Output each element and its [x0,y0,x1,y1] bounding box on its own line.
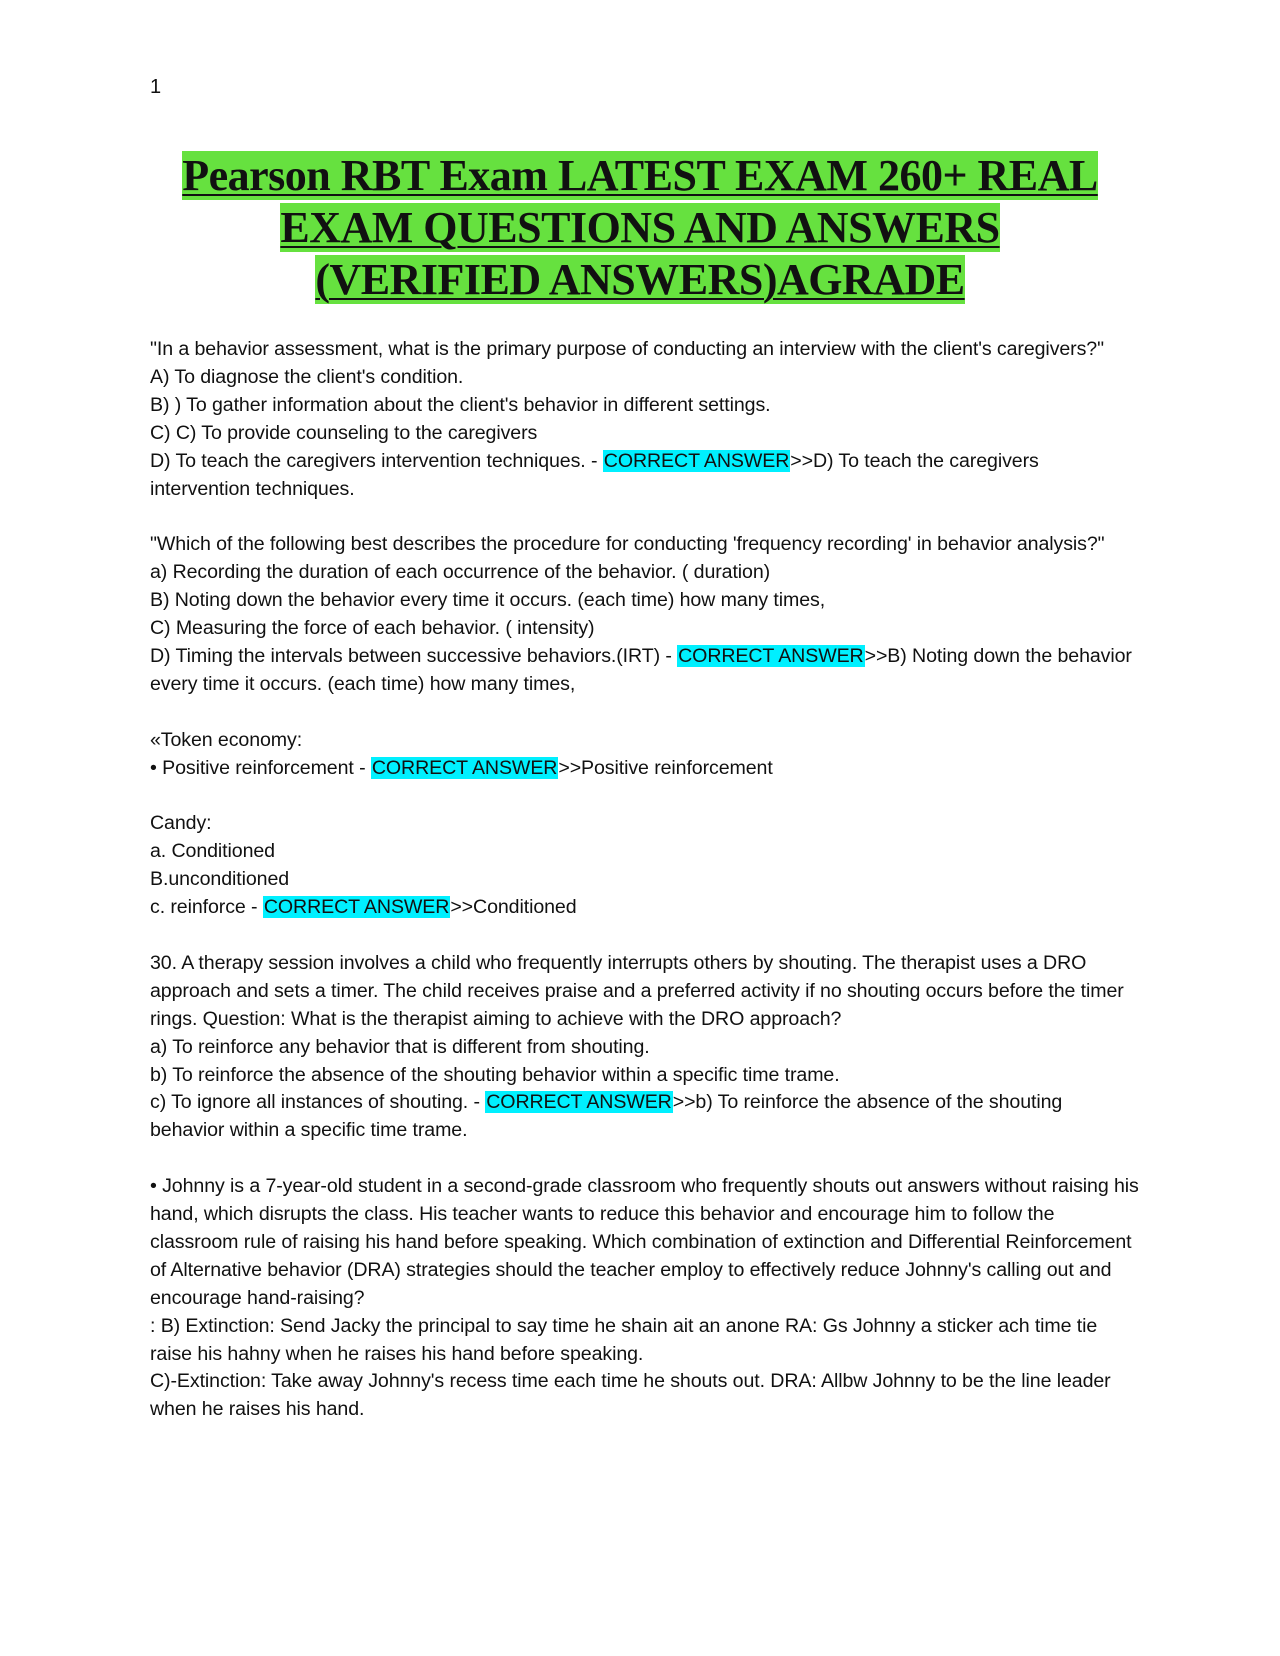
correct-answer-text: >>Positive reinforcement [558,756,773,779]
option-with-answer [150,755,1140,783]
correct-answer-marker: CORRECT ANSWER [678,644,864,667]
question-text: Candy: [150,812,212,835]
correct-answer-text: >>D) To teach the caregivers intervention techniques. [150,449,1039,500]
option-b: B) Noting down the behavior every time it occurs. (each time) how many times, [150,589,826,612]
option-b: B.unconditioned [150,868,290,891]
question-block-5 [150,950,1140,1145]
question-block-6 [150,1173,1140,1424]
correct-answer-text: >>b) To reinforce the absence of the shouting behavior within a specific time trame. [150,1091,1063,1142]
question-block-4 [150,810,1140,922]
option-d: D) Timing the intervals between successive behaviors.(IRT) - [150,644,678,667]
title-line-1: Pearson RBT Exam LATEST EXAM 260+ REAL [182,151,1098,200]
question-text: «Token economy: [150,728,303,751]
correct-answer-marker: CORRECT ANSWER [263,896,450,919]
document-body [150,336,1140,1452]
option-c-with-answer [150,1089,1140,1145]
option-c: c) To ignore all instances of shouting. - [150,1091,486,1114]
page-number: 1 [150,76,162,98]
question-text: "Which of the following best describes the procedure for conducting 'frequency recording' in behavior analysis?" [150,533,1105,556]
question-text: • Johnny is a 7-year-old student in a second-grade classroom who frequently shouts out answers without raising his hand, which disrupts the class. His teacher wants to reduce this behavior and encourage him to follow the classroom rule of raising his hand before speaking. Which combination of extinction and Differential Reinforcement of Alternative behavior (DRA) strategies should the teacher employ to effectively reduce Johnny's calling out and encourage hand-raising? [150,1175,1139,1309]
option-a: a) Recording the duration of each occurrence of the behavior. ( duration) [150,561,771,584]
option-c: c. reinforce - [150,896,263,919]
option-a: a) To reinforce any behavior that is different from shouting. [150,1035,650,1058]
correct-answer-text: >>B) Noting down the behavior every time it occurs. (each time) how many times, [150,644,1132,695]
option-b: B) ) To gather information about the client's behavior in different settings. [150,393,771,416]
title-line-3: (VERIFIED ANSWERS)AGRADE [315,255,965,304]
correct-answer-marker: CORRECT ANSWER [486,1091,672,1114]
document-title [130,150,1150,306]
option-b: b) To reinforce the absence of the shouting behavior within a specific time trame. [150,1063,840,1086]
option-c: C)-Extinction: Take away Johnny's recess time each time he shouts out. DRA: Allbw Johnny to be the line leader when he raises his hand. [150,1370,1111,1421]
option-a: a. Conditioned [150,840,275,863]
option-c: C) Measuring the force of each behavior. ( intensity) [150,617,595,640]
option-a: A) To diagnose the client's condition. [150,365,464,388]
option: • Positive reinforcement - [150,756,371,779]
option-c-with-answer [150,894,1140,922]
question-block-1 [150,336,1140,503]
correct-answer-marker: CORRECT ANSWER [371,756,558,779]
option-d: D) To teach the caregivers intervention techniques. - [150,449,603,472]
option-d-with-answer [150,643,1140,699]
correct-answer-marker: CORRECT ANSWER [603,449,790,472]
question-block-3 [150,727,1140,783]
question-block-2 [150,531,1140,698]
question-text: 30. A therapy session involves a child who frequently interrupts others by shouting. The therapist uses a DRO approach and sets a timer. The child receives praise and a preferred activity if no shouting occurs before the timer rings. Question: What is the therapist aiming to achieve with the DRO approach? [150,951,1124,1030]
question-text: "In a behavior assessment, what is the primary purpose of conducting an interview with the client's caregivers?" [150,338,1104,360]
option-d-with-answer [150,448,1140,504]
title-line-2: EXAM QUESTIONS AND ANSWERS [280,203,1000,252]
correct-answer-text: >>Conditioned [450,896,577,919]
option-b: : B) Extinction: Send Jacky the principal to say time he shain ait an anone RA: Gs Johnny a sticker ach time tie raise his hahny when he raises his hand before speaking. [150,1314,1098,1365]
option-c: C) C) To provide counseling to the caregivers [150,421,538,444]
